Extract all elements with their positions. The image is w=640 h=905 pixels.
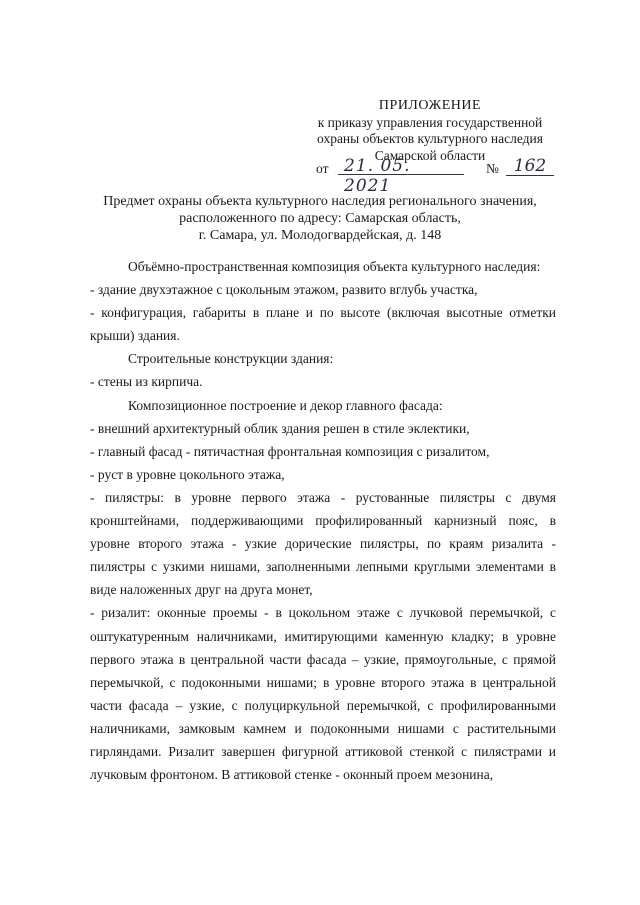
list-item: - руст в уровне цокольного этажа, xyxy=(90,466,285,482)
list-item: - стены из кирпича. xyxy=(90,374,203,390)
subject-heading xyxy=(90,193,550,244)
from-label: от xyxy=(316,161,329,176)
list-item: - конфигурация, габариты в плане и по высоте (включая высотные отметки крыши) здания. xyxy=(90,305,556,344)
subject-line-1: Предмет охраны объекта культурного наследия регионального значения, xyxy=(103,194,537,209)
handwritten-date: 21. 05. 2021 xyxy=(338,156,464,175)
appendix-line-2: охраны объектов культурного наследия xyxy=(317,131,543,146)
number-label: № xyxy=(486,161,499,176)
handwritten-number: 162 xyxy=(506,156,554,176)
subject-line-3: г. Самара, ул. Молодогвардейская, д. 148 xyxy=(198,228,442,243)
appendix-line-1: к приказу управления государственной xyxy=(317,114,543,130)
appendix-header xyxy=(300,98,560,164)
section-heading-facade: Композиционное построение и декор главного фасада: xyxy=(128,397,443,413)
list-item: - здание двухэтажное с цокольным этажом, развито вглубь участка, xyxy=(90,282,478,298)
order-date-number xyxy=(316,156,547,196)
list-item: - главный фасад - пятичастная фронтальная композиция с ризалитом, xyxy=(90,443,490,459)
subject-line-2: расположенного по адресу: Самарская область, xyxy=(179,211,461,226)
section-heading-volume: Объёмно-пространственная композиция объекта культурного наследия: xyxy=(128,259,541,274)
appendix-title: ПРИЛОЖЕНИЕ xyxy=(378,98,482,113)
appendix-line-3: Самарской области xyxy=(374,147,486,163)
section-heading-structures: Строительные конструкции здания: xyxy=(128,351,334,367)
list-item: - ризалит: оконные проемы - в цокольном этаже с лучковой перемычкой, с оштукатуренным наличниками, имитирующими каменную кладку; в уровне первого этажа в центральной части фасада – узкие, прямоугольные, с прямой перемычкой, с подоконными нишами; в уровне второго этажа в центральной части фасада – узкие, с полуциркульной перемычкой, с профилированными наличниками, замковым камнем и подоконными нишами с растительными гирляндами. Ризалит завершен фигурной аттиковой стенкой с пилястрами и лучковым фронтоном. В аттиковой стенке - оконный проем мезонина, xyxy=(90,605,556,783)
list-item: - пилястры: в уровне первого этажа - рустованные пилястры с двумя кронштейнами, поддерживающими профилированный карнизный пояс, в уровне второго этажа - узкие дорические пилястры, по краям ризалита - пилястры с узкими нишами, заполненными лепными круглыми элементами в виде наложенных друг на друга монет, xyxy=(90,489,556,598)
list-item: - внешний архитектурный облик здания решен в стиле эклектики, xyxy=(90,420,470,436)
document-body xyxy=(90,255,556,786)
